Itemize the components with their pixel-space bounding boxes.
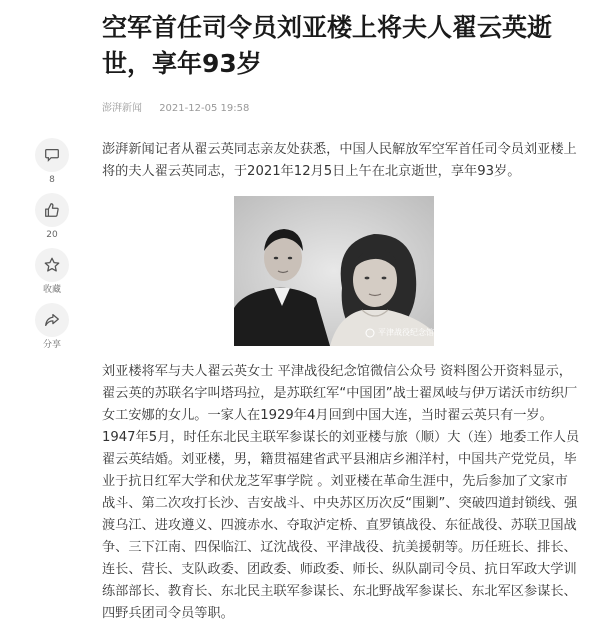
share-label: 分享 [42, 340, 61, 350]
like-button[interactable] [30, 193, 74, 241]
comment-button[interactable] [30, 138, 74, 186]
article-title: 空军首任司令员刘亚楼上将夫人翟云英逝世，享年93岁 [102, 13, 553, 78]
article-photo [234, 196, 434, 346]
comment-count: 8 [49, 175, 55, 185]
comment-icon [43, 146, 61, 164]
photo-watermark: 平津战役纪念馆 [378, 328, 434, 337]
favorite-label: 收藏 [42, 285, 61, 295]
favorite-button[interactable] [30, 248, 74, 296]
like-count: 20 [46, 230, 58, 240]
share-icon [43, 311, 61, 329]
article-meta [102, 99, 249, 114]
article-paragraph-2: 刘亚楼将军与夫人翟云英女士 平津战役纪念馆微信公众号 资料图公开资料显示，翟云英的苏联名字叫塔玛拉，是苏联红军“中国团”战士翟凤岐与伊万诺沃市纺织厂女工安娜的女儿。一家人在1929年4月回到中国大连，当时翟云英只有一岁。1947年5月，时任东北民主联军参谋长的刘亚楼与旅（顺）大（连）地委工作人员翟云英结婚。刘亚楼，男，籍贯福建省武平县湘店乡湘洋村，中国共产党党员，毕业于抗日红军大学和伏龙芝军事学院 。刘亚楼在革命生涯中，先后参加了文家市战斗、第二次攻打长沙、吉安战斗、中央苏区历次反“围剿”、突破四道封锁线、强渡乌江、进攻遵义、四渡赤水、夺取泸定桥、直罗镇战役、东征战役、苏联卫国战争、三下江南、四保临江、辽沈战役、平津战役、抗美援朝等。历任班长、排长、连长、营长、支队政委、团政委、师政委、师长、纵队副司令员、抗日军政大学训练部部长、教育长、东北民主联军参谋长、东北野战军参谋长、东北军区参谋长、四野兵团司令员等职。 [102, 364, 580, 621]
star-icon [43, 256, 61, 274]
thumbs-up-icon [43, 201, 61, 219]
article-paragraph-1: 澎湃新闻记者从翟云英同志亲友处获悉，中国人民解放军空军首任司令员刘亚楼上将的夫人翟云英同志，于2021年12月5日上午在北京逝世，享年93岁。 [102, 142, 577, 179]
article-date: 2021-12-05 19:58 [159, 103, 250, 114]
article-source[interactable]: 澎湃新闻 [102, 103, 142, 114]
share-button[interactable] [30, 303, 74, 351]
